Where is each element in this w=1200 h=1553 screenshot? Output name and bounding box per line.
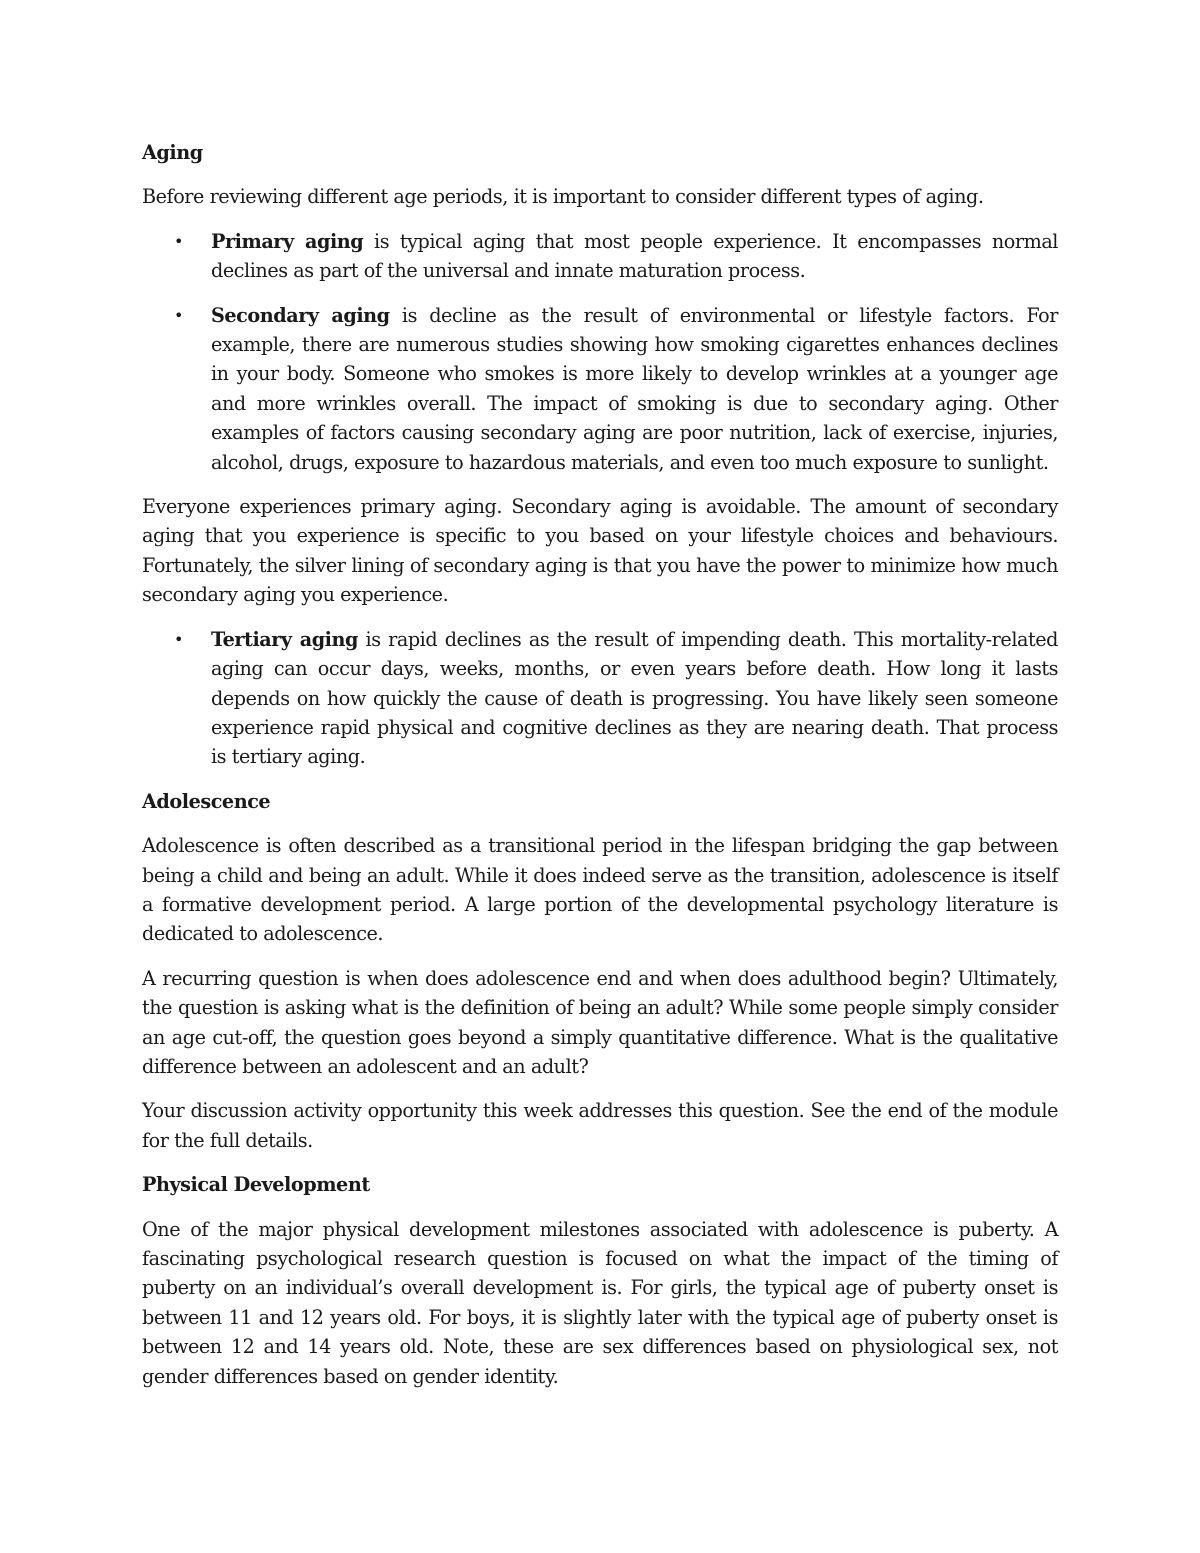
heading-physical-development: Physical Development [142, 1173, 370, 1197]
everyone-paragraph: Everyone experiences primary aging. Secondary aging is avoidable. The amount of secondary aging that you experience is specific to you based on your lifestyle choices and behaviours. Fortunately, the silver lining of secondary aging is that you have the power to minimize how much secondary aging you experience. [142, 495, 1058, 607]
physical-development-paragraph: One of the major physical development milestones associated with adolescence is puberty. A fascinating psychological research question is focused on what the impact of the timing of puberty on an individual’s overall development is. For girls, the typical age of puberty onset is between 11 and 12 years old. For boys, it is slightly later with the typical age of puberty onset is between 12 and 14 years old. Note, these are sex differences based on physiological sex, not gender differences based on gender identity. [142, 1217, 1058, 1388]
bullet-icon: • [174, 629, 183, 649]
bullet-icon: • [174, 231, 183, 251]
heading-adolescence: Adolescence [142, 789, 271, 813]
aging-intro-paragraph: Before reviewing different age periods, it is important to consider different types of aging. [142, 185, 984, 209]
document-page [142, 138, 1058, 1406]
list-item-primary-aging [142, 227, 1058, 286]
term-secondary-aging: Secondary aging [211, 303, 390, 327]
secondary-aging-text: is decline as the result of environmental or lifestyle factors. For example, there are numerous studies showing how smoking cigarettes enhances declines in your body. Someone who smokes is more likely to develop wrinkles at a younger age and more wrinkles overall. The impact of smoking is due to secondary aging. Other examples of factors causing secondary aging are poor nutrition, lack of exercise, injuries, alcohol, drugs, exposure to hazardous materials, and even too much exposure to sunlight. [211, 303, 1058, 474]
primary-aging-text: is typical aging that most people experience. It encompasses normal declines as part of the universal and innate maturation process. [211, 229, 1058, 283]
list-item-secondary-aging [142, 301, 1058, 477]
adolescence-paragraph-3: Your discussion activity opportunity this week addresses this question. See the end of the module for the full details. [142, 1099, 1058, 1152]
heading-aging: Aging [142, 141, 203, 164]
bullet-icon: • [174, 305, 183, 325]
aging-types-list [142, 227, 1058, 477]
term-primary-aging: Primary aging [211, 229, 364, 253]
tertiary-aging-list [142, 625, 1058, 772]
adolescence-paragraph-2: A recurring question is when does adolescence end and when does adulthood begin? Ultimately, the question is asking what is the definition of being an adult? While some people simply consider an age cut-off, the question goes beyond a simply quantitative difference. What is the qualitative difference between an adolescent and an adult? [142, 966, 1058, 1078]
list-item-tertiary-aging [142, 625, 1058, 772]
term-tertiary-aging: Tertiary aging [211, 627, 358, 651]
adolescence-paragraph-1: Adolescence is often described as a transitional period in the lifespan bridging the gap between being a child and being an adult. While it does indeed serve as the transition, adolescence is itself a formative development period. A large portion of the developmental psychology literature is dedicated to adolescence. [142, 834, 1058, 946]
tertiary-aging-text: is rapid declines as the result of impending death. This mortality-related aging can occur days, weeks, months, or even years before death. How long it lasts depends on how quickly the cause of death is progressing. You have likely seen someone experience rapid physical and cognitive declines as they are nearing death. That process is tertiary aging. [211, 627, 1058, 769]
